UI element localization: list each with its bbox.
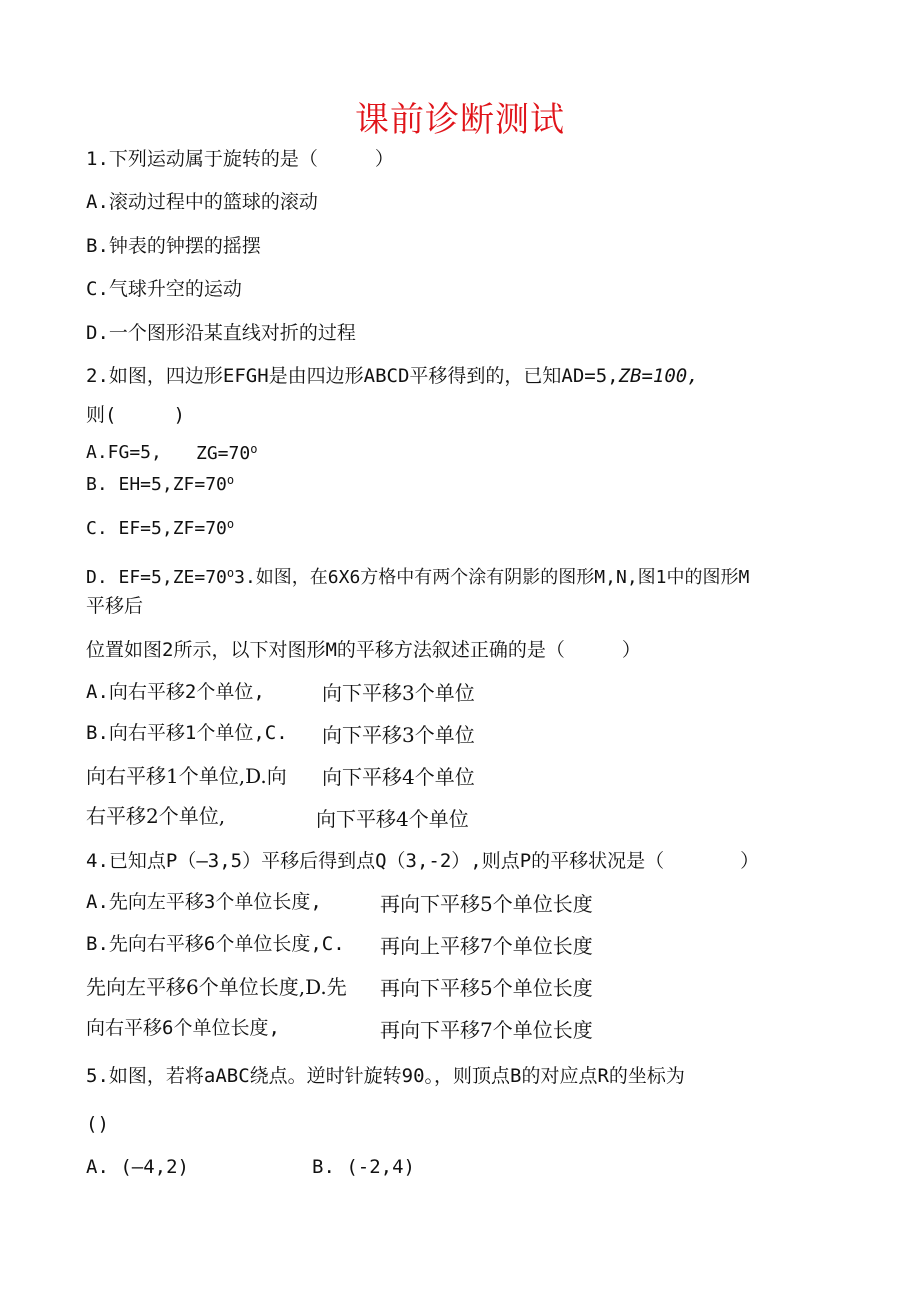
q3-row3-left: 向右平移1个单位,D.向 [86,764,287,788]
q2-option-b [86,473,234,495]
q2-option-c [86,517,234,539]
q3-stem: 3.如图，在6X6方格中有两个涂有阴影的图形M,N,图1中的图形M [234,567,750,588]
q4-row3-right: 再向下平移5个单位长度 [380,976,593,1000]
page-title: 课前诊断测试 [355,100,565,140]
q1-stem: 1.下列运动属于旋转的是（ ） [86,148,394,170]
q5-answer-paren: () [86,1113,109,1135]
degree-mark: o [226,517,235,531]
q2-option-a-left: A.FG=5, [86,442,162,463]
q4-row4-right: 再向下平移7个单位长度 [380,1018,593,1042]
q2-option-d-text: D. EF=5,ZE=70 [86,567,227,588]
q3-row4-left: 右平移2个单位, [86,804,226,828]
q5-option-a: A. (—4,2) [86,1156,189,1178]
q2-option-c-text: C. EF=5,ZF=70 [86,518,227,539]
q5-option-b: B. (-2,4) [312,1156,415,1178]
degree-mark: o [226,566,235,580]
q2-stem-line2: 则( ) [86,404,185,426]
q1-option-a: A.滚动过程中的篮球的滚动 [86,191,318,213]
degree-mark: o [250,442,258,456]
q3-row4-right: 向下平移4个单位 [316,807,469,831]
q2-option-a [86,442,162,463]
q3-row2-right: 向下平移3个单位 [322,723,475,747]
q2-option-b-text: B. EH=5,ZF=70 [86,474,227,495]
q3-row1-right: 向下平移3个单位 [322,681,475,705]
q2-stem [86,361,699,388]
q4-row3-left: 先向左平移6个单位长度,D.先 [86,975,347,999]
degree-mark: o [226,473,235,487]
q4-stem: 4.已知点P（—3,5）平移后得到点Q（3,-2）,则点P的平移状况是（ ） [86,850,760,872]
q2-option-a-right [196,442,257,464]
q2-stem-italic: ZB=100, [618,365,699,387]
q1-option-c: C.气球升空的运动 [86,278,242,300]
q5-stem: 5.如图，若将aABC绕点。逆时针旋转90。，则顶点B的对应点R的坐标为 [86,1065,685,1087]
q2-option-a-right-text: ZG=70 [196,443,251,464]
q3-row2-left: B.向右平移1个单位,C. [86,722,288,744]
q4-row2-left: B.先向右平移6个单位长度,C. [86,933,345,955]
q2-stem-text: 2.如图，四边形EFGH是由四边形ABCD平移得到的，已知AD=5, [86,365,619,387]
q1-option-b: B.钟表的钟摆的摇摆 [86,235,261,257]
q3-stem-continued: 平移后 [86,595,144,617]
q3-row1-left: A.向右平移2个单位, [86,681,265,703]
q3-row3-right: 向下平移4个单位 [322,765,475,789]
q4-row2-right: 再向上平移7个单位长度 [380,934,593,958]
q3-stem-line2: 位置如图2所示，以下对图形M的平移方法叙述正确的是（ ） [86,639,641,661]
q4-row1-right: 再向下平移5个单位长度 [380,892,593,916]
q1-option-d: D.一个图形沿某直线对折的过程 [86,322,356,344]
q4-row1-left: A.先向左平移3个单位长度, [86,891,322,913]
q2-option-d [86,563,749,589]
q4-row4-left: 向右平移6个单位长度, [86,1017,280,1039]
